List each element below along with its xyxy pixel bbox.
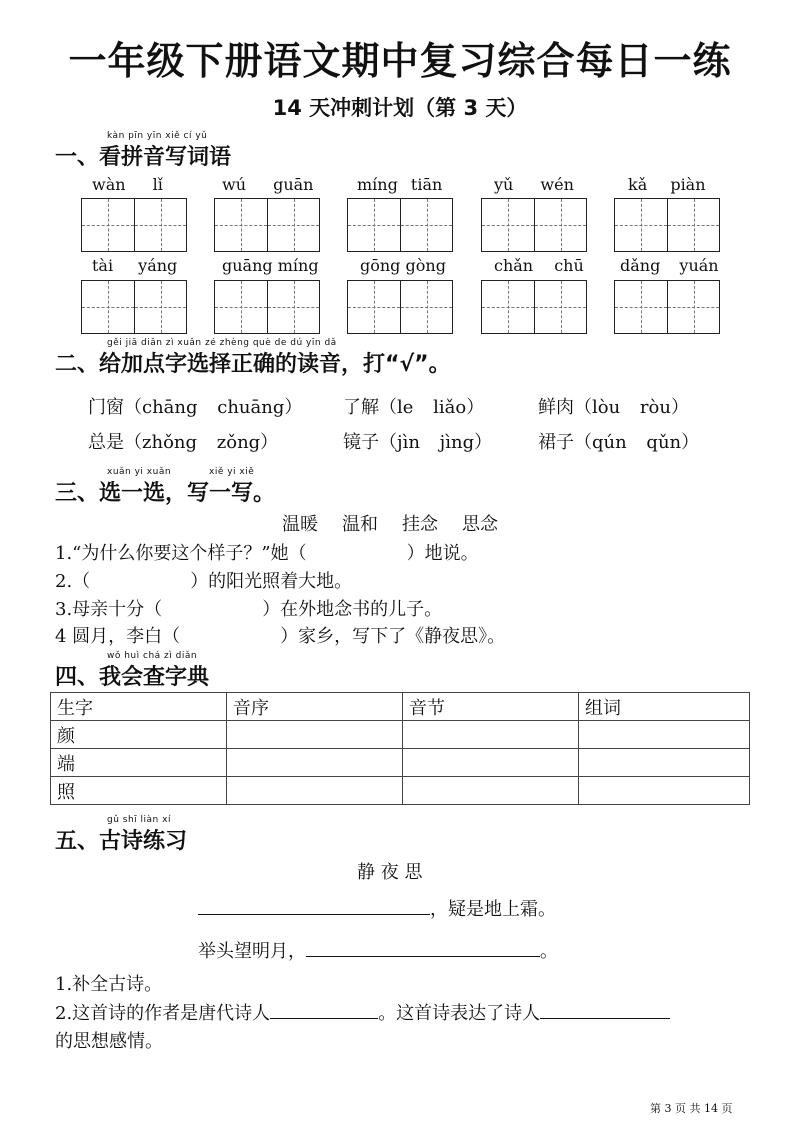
table-header: 音序 xyxy=(227,693,403,721)
answer-blank[interactable] xyxy=(306,938,540,957)
answer-cell[interactable] xyxy=(403,749,579,777)
answer-blank[interactable] xyxy=(540,1000,670,1019)
writing-grid[interactable] xyxy=(81,280,187,334)
poem-question-2: 2.这首诗的作者是唐代诗人 。这首诗表达了诗人 xyxy=(55,999,670,1025)
reading-choice-6[interactable]: 裙子（qún qǔn） xyxy=(538,432,700,453)
answer-cell[interactable] xyxy=(579,721,750,749)
pinyin-2-3: gōng gòng xyxy=(360,256,446,275)
page-subtitle: 14 天冲刺计划（第 3 天） xyxy=(272,96,528,120)
section3-ruby-2: xiě yi xiě xyxy=(209,467,255,477)
pinyin-1-3: míng tiān xyxy=(357,175,443,194)
poem-line-1: ，疑是地上霜。 xyxy=(198,895,556,921)
fill-question-1: 1.“为什么你要这个样子？”她（ ）地说。 xyxy=(55,543,479,564)
writing-grid[interactable] xyxy=(81,198,187,252)
pinyin-2-4: chǎn chū xyxy=(494,256,584,275)
pinyin-2-5: dǎng yuán xyxy=(620,256,719,275)
section5-heading: 五、古诗练习 xyxy=(55,829,188,854)
pinyin-1-1: wàn lǐ xyxy=(92,175,163,194)
section5-ruby: gǔ shī liàn xí xyxy=(107,815,171,825)
section1-heading: 一、看拼音写词语 xyxy=(55,145,232,170)
answer-cell[interactable] xyxy=(579,749,750,777)
table-header: 生字 xyxy=(51,693,227,721)
writing-grid[interactable] xyxy=(614,198,720,252)
page-number: 第 3 页 共 14 页 xyxy=(650,1102,733,1115)
answer-cell[interactable] xyxy=(579,777,750,805)
answer-cell[interactable] xyxy=(227,721,403,749)
section2-heading: 二、给加点字选择正确的读音，打“√”。 xyxy=(55,352,451,377)
writing-grid[interactable] xyxy=(481,198,587,252)
writing-grid[interactable] xyxy=(214,198,320,252)
writing-grid[interactable] xyxy=(614,280,720,334)
answer-blank[interactable] xyxy=(198,896,430,915)
section2-ruby: gěi jiā diǎn zì xuǎn zé zhèng què de dú yīn dǎ xyxy=(107,338,337,348)
pinyin-1-5: kǎ piàn xyxy=(628,175,706,194)
table-char: 颜 xyxy=(51,721,227,749)
writing-grid[interactable] xyxy=(347,198,453,252)
word-option: 挂念 xyxy=(402,514,438,535)
answer-cell[interactable] xyxy=(403,777,579,805)
fill-question-2: 2.（ ）的阳光照着大地。 xyxy=(55,571,353,592)
table-header: 组词 xyxy=(579,693,750,721)
table-char: 端 xyxy=(51,749,227,777)
word-option: 温暖 xyxy=(282,514,318,535)
word-option: 思念 xyxy=(462,514,498,535)
poem-question-2-cont: 的思想感情。 xyxy=(55,1031,163,1052)
writing-grid[interactable] xyxy=(481,280,587,334)
table-row xyxy=(51,777,750,805)
answer-cell[interactable] xyxy=(227,749,403,777)
reading-choice-2[interactable]: 了解（le liǎo） xyxy=(343,397,485,418)
answer-blank[interactable] xyxy=(270,1000,378,1019)
table-row xyxy=(51,749,750,777)
fill-question-3: 3.母亲十分（ ）在外地念书的儿子。 xyxy=(55,599,443,620)
writing-grid[interactable] xyxy=(214,280,320,334)
reading-choice-1[interactable]: 门窗（chāng chuāng） xyxy=(88,397,303,418)
answer-cell[interactable] xyxy=(227,777,403,805)
section1-ruby: kàn pīn yīn xiě cí yǔ xyxy=(107,131,208,141)
answer-cell[interactable] xyxy=(403,721,579,749)
poem-line-2: 举头望明月， 。 xyxy=(198,937,558,963)
table-header-row xyxy=(51,693,750,721)
section4-ruby: wǒ huì chá zì diǎn xyxy=(107,651,198,661)
table-row xyxy=(51,721,750,749)
section3-ruby-1: xuǎn yi xuǎn xyxy=(107,467,172,477)
poem-title: 静 夜 思 xyxy=(357,862,423,883)
section3-heading: 三、选一选，写一写。 xyxy=(55,481,276,506)
table-char: 照 xyxy=(51,777,227,805)
reading-choice-3[interactable]: 鲜肉（lòu ròu） xyxy=(538,397,689,418)
word-option: 温和 xyxy=(342,514,378,535)
table-header: 音节 xyxy=(403,693,579,721)
word-bank xyxy=(282,510,522,536)
pinyin-2-1: tài yáng xyxy=(92,256,178,275)
pinyin-2-2: guāng míng xyxy=(222,256,319,275)
pinyin-1-4: yǔ wén xyxy=(494,175,574,194)
reading-choice-4[interactable]: 总是（zhǒng zǒng） xyxy=(88,432,279,453)
fill-question-4: 4 圆月，李白（ ）家乡，写下了《静夜思》。 xyxy=(55,626,506,647)
page-title: 一年级下册语文期中复习综合每日一练 xyxy=(68,39,732,83)
writing-grid[interactable] xyxy=(347,280,453,334)
pinyin-1-2: wú guān xyxy=(222,175,314,194)
reading-choice-5[interactable]: 镜子（jìn jìng） xyxy=(343,432,493,453)
dictionary-table xyxy=(50,692,750,805)
poem-question-1: 1.补全古诗。 xyxy=(55,974,163,995)
section4-heading: 四、我会查字典 xyxy=(55,665,210,690)
